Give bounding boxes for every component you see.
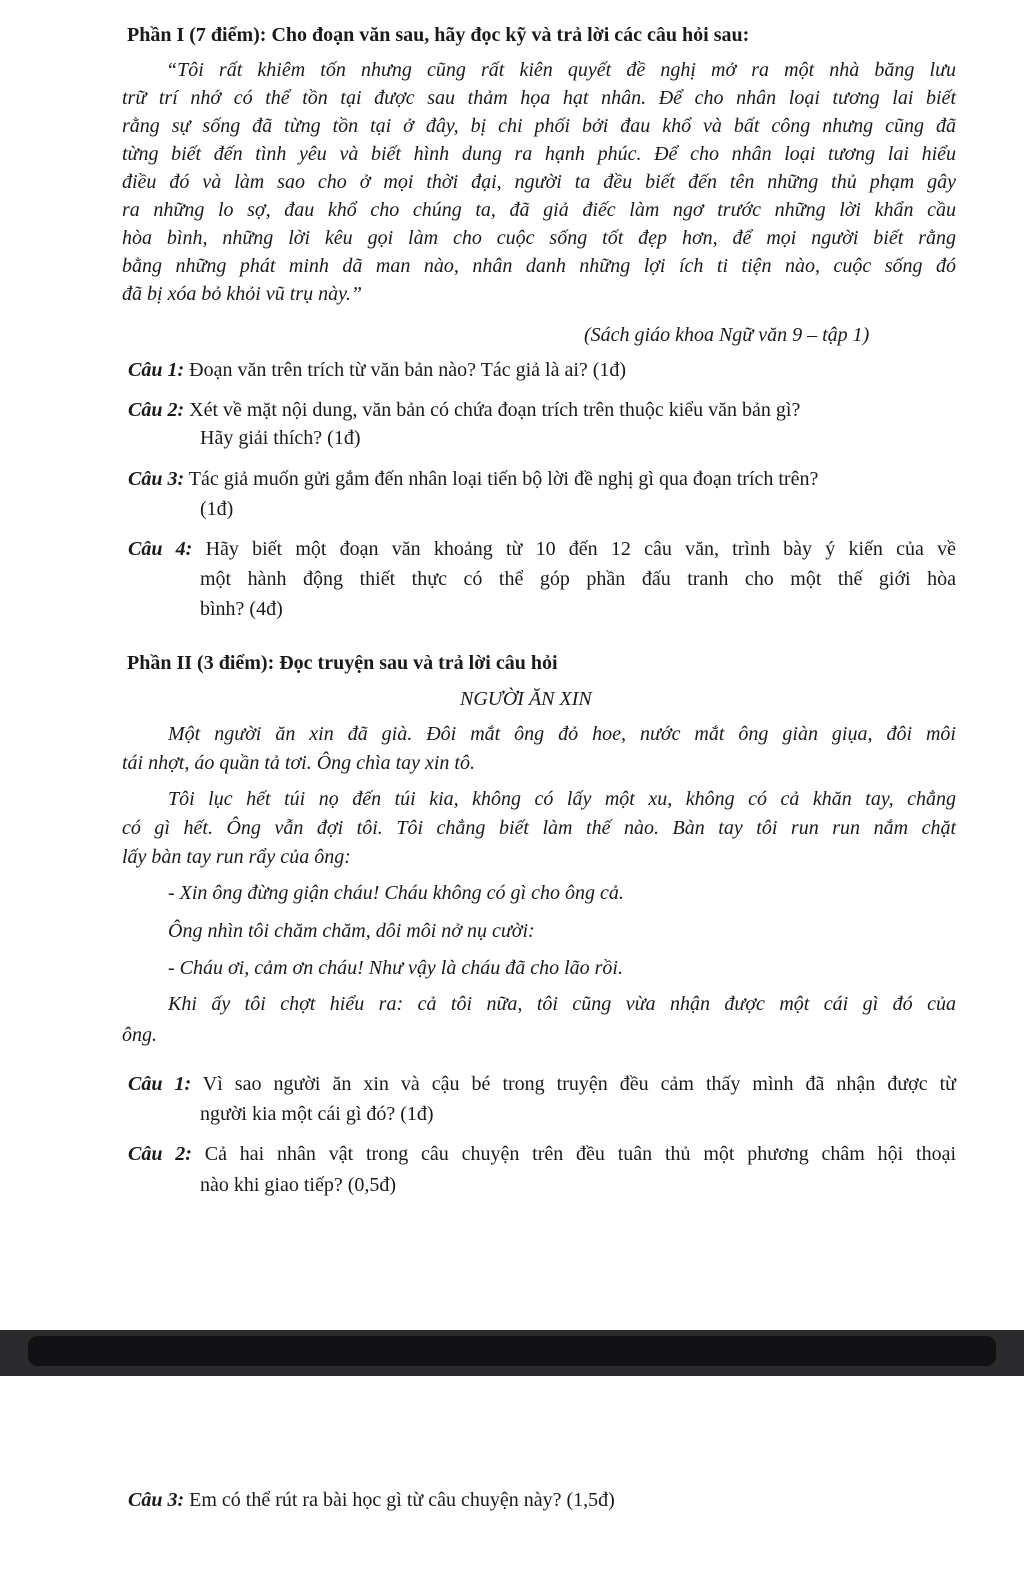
question-text: Em có thể rút ra bài học gì từ câu chuyện này? (1,5đ) — [189, 1489, 615, 1511]
quote-line: đã bị xóa bỏ khỏi vũ trụ này.” — [122, 283, 362, 305]
question-text: Xét về mặt nội dung, văn bản có chứa đoạn trích trên thuộc kiểu văn bản gì? — [189, 399, 801, 421]
quote-line: từng biết đến tình yêu và biết hình dung ra hạnh phúc. Để cho nhân loại tương lai hiểu — [122, 143, 956, 165]
question-text: một hành động thiết thực có thể góp phần đấu tranh cho một thế giới hòa — [200, 568, 956, 590]
quote-line: rằng sự sống đã từng tồn tại ở đây, bị chi phối bởi đau khổ và bất công nhưng cũng đã — [122, 115, 956, 137]
question-text: Tác giả muốn gửi gắm đến nhân loại tiến bộ lời đề nghị gì qua đoạn trích trên? — [188, 468, 819, 490]
quote-line: hòa bình, những lời kêu gọi làm cho cuộc sống tốt đẹp hơn, để mọi người biết rằng — [122, 227, 956, 249]
part1-heading: Phần I (7 điểm): Cho đoạn văn sau, hãy đọc kỹ và trả lời các câu hỏi sau: — [127, 24, 750, 46]
story-title: NGƯỜI ĂN XIN — [460, 688, 592, 710]
source-citation: (Sách giáo khoa Ngữ văn 9 – tập 1) — [584, 324, 870, 346]
question-label: Câu 1: — [128, 1073, 192, 1095]
question-text: người kia một cái gì đó? (1đ) — [200, 1103, 434, 1125]
quote-line: ra những lo sợ, đau khổ cho chúng ta, đã giả điếc làm ngơ trước những lời khẩn cầu — [122, 199, 956, 221]
dark-overlay-bar — [28, 1336, 996, 1366]
question-text: Hãy giải thích? (1đ) — [200, 427, 361, 449]
quote-line: trữ trí nhớ có thể tồn tại được sau thảm họa hạt nhân. Để cho nhân loại tương lai biết — [122, 87, 956, 109]
question-text: Hãy biết một đoạn văn khoảng từ 10 đến 12 câu văn, trình bày ý kiến của về — [205, 538, 956, 560]
question-label: Câu 4: — [128, 538, 193, 560]
question-text: bình? (4đ) — [200, 598, 283, 620]
question-text: Cả hai nhân vật trong câu chuyện trên đều tuân thủ một phương châm hội thoại — [204, 1143, 957, 1165]
story-line: Ông nhìn tôi chăm chăm, dôi môi nở nụ cười: — [168, 920, 535, 942]
question-label: Câu 3: — [128, 468, 185, 490]
question-line — [128, 1487, 615, 1514]
story-line: Một người ăn xin đã già. Đôi mắt ông đỏ hoe, nước mắt ông giàn giụa, đôi môi — [168, 723, 956, 745]
question-line — [128, 466, 818, 493]
question-text: nào khi giao tiếp? (0,5đ) — [200, 1174, 397, 1196]
question-line — [128, 397, 800, 424]
question-label: Câu 2: — [128, 399, 185, 421]
quote-line: bằng những phát minh dã man nào, nhân danh những lợi ích ti tiện nào, cuộc sống đó — [122, 255, 956, 277]
question-line — [128, 1141, 956, 1168]
story-line: Tôi lục hết túi nọ đến túi kia, không có lấy một xu, không có cả khăn tay, chẳng — [168, 788, 956, 810]
story-dialogue: - Cháu ơi, cảm ơn cháu! Như vậy là cháu đã cho lão rồi. — [168, 957, 623, 979]
story-dialogue: - Xin ông đừng giận cháu! Cháu không có gì cho ông cả. — [168, 882, 624, 904]
story-line: tái nhợt, áo quần tả tơi. Ông chìa tay xin tô. — [122, 752, 475, 774]
question-text: Vì sao người ăn xin và cậu bé trong truyện đều cảm thấy mình đã nhận được từ — [202, 1073, 957, 1095]
story-line: lấy bàn tay run rẩy của ông: — [122, 846, 351, 868]
part2-heading: Phần II (3 điểm): Đọc truyện sau và trả lời câu hỏi — [127, 652, 558, 674]
story-line: ông. — [122, 1024, 157, 1046]
quote-line: “Tôi rất khiêm tốn nhưng cũng rất kiên quyết đề nghị mở ra một nhà băng lưu — [166, 59, 956, 81]
question-text: Đoạn văn trên trích từ văn bản nào? Tác giả là ai? (1đ) — [189, 359, 627, 381]
story-line: Khi ấy tôi chợt hiểu ra: cả tôi nữa, tôi cũng vừa nhận được một cái gì đó của — [168, 993, 956, 1015]
question-label: Câu 2: — [128, 1143, 192, 1165]
story-line: có gì hết. Ông vẫn đợi tôi. Tôi chẳng biết làm thế nào. Bàn tay tôi run run nắm chặt — [122, 817, 956, 839]
question-line — [128, 1071, 956, 1098]
question-line — [128, 357, 626, 384]
question-label: Câu 3: — [128, 1489, 185, 1511]
question-line — [128, 536, 956, 563]
question-text: (1đ) — [200, 498, 234, 520]
quote-line: điều đó và làm sao cho ở mọi thời đại, người ta đều biết đến tên những thủ phạm gây — [122, 171, 956, 193]
question-label: Câu 1: — [128, 359, 185, 381]
